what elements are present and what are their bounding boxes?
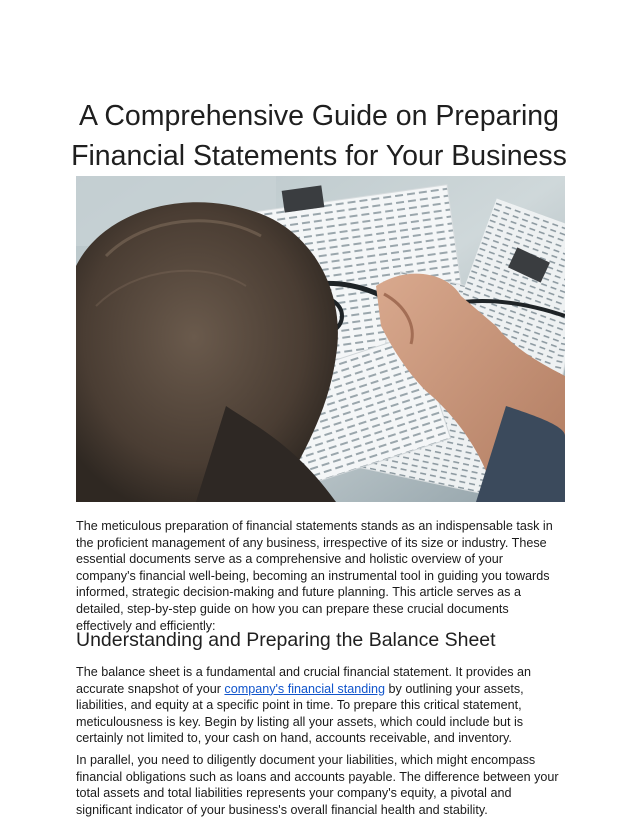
financial-standing-link[interactable]: company's financial standing	[224, 681, 386, 696]
balance-text-after: by outlining your assets, liabilities, and equity at a specific point in time. To prepare this critical statement, meticulousness is key. Begin by listing all your assets, which could include but is certainly not limited to, your cash on hand, accounts receivable, and inventory.	[76, 681, 524, 746]
title-line-2: Financial Statements for Your Business	[71, 140, 567, 172]
liabilities-paragraph: In parallel, you need to diligently document your liabilities, which might encompass financial obligations such as loans and accounts payable. The difference between your total assets and total liabilities represents your company's equity, a pivotal and significant indicator of your business's overall financial health and stability.	[76, 753, 559, 817]
page-title	[40, 96, 598, 176]
title-line-1: A Comprehensive Guide on Preparing	[78, 100, 560, 132]
intro-paragraph: The meticulous preparation of financial statements stands as an indispensable task in the proficient management of any business, irrespective of its size or industry. These essential documents serve as a comprehensive and holistic overview of your company's financial well-being, becoming an instrumental tool in guiding you towards informed, strategic decision-making and future planning. This article serves as a detailed, step-by-step guide on how you can prepare these crucial documents effectively and efficiently:	[76, 519, 553, 633]
balance-sheet-paragraph	[76, 664, 566, 747]
hero-image	[76, 176, 565, 502]
balance-text-before: The balance sheet is a fundamental and crucial financial statement. It provides an accurate snapshot of your	[76, 665, 532, 696]
hero-photo-illustration	[76, 176, 565, 502]
section-heading-balance-sheet: Understanding and Preparing the Balance Sheet	[76, 629, 496, 651]
